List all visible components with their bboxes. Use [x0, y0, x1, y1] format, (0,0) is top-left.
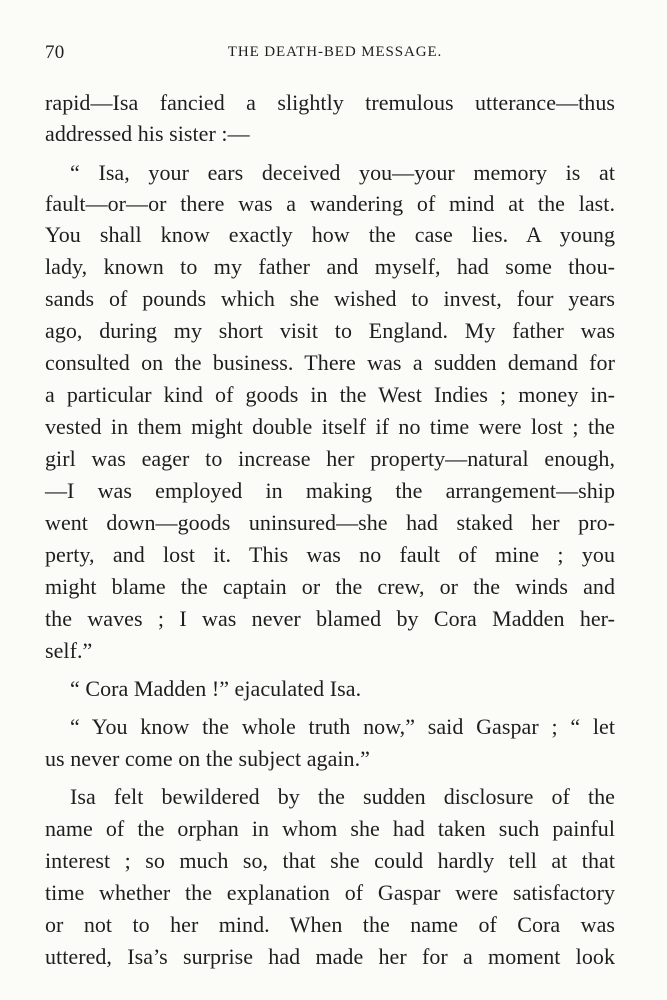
text-line: a particular kind of goods in the West Indies ; money in-	[45, 382, 615, 407]
page-header	[45, 42, 615, 70]
text-line: time whether the explanation of Gaspar were satisfactory	[45, 880, 615, 905]
text-line: girl was eager to increase her property—natural enough,	[45, 446, 615, 471]
text-line: or not to her mind. When the name of Cora was	[45, 912, 615, 937]
text-line: “ You know the whole truth now,” said Gaspar ; “ let	[70, 714, 615, 739]
text-line: ago, during my short visit to England. My father was	[45, 318, 615, 343]
text-line: vested in them might double itself if no time were lost ; the	[45, 414, 615, 439]
text-line: the waves ; I was never blamed by Cora Madden her-	[45, 606, 615, 631]
text-line: sands of pounds which she wished to invest, four years	[45, 286, 615, 311]
text-line: self.”	[45, 638, 93, 663]
text-line: consulted on the business. There was a sudden demand for	[45, 350, 615, 375]
page-number: 70	[45, 42, 65, 63]
text-line: perty, and lost it. This was no fault of mine ; you	[45, 542, 615, 567]
text-line: “ Isa, your ears deceived you—your memory is at	[70, 160, 615, 185]
text-line: fault—or—or there was a wandering of mind at the last.	[45, 191, 615, 216]
running-head: THE DEATH-BED MESSAGE.	[227, 44, 443, 60]
text-line: addressed his sister :—	[45, 121, 250, 146]
text-line: —I was employed in making the arrangement—ship	[45, 478, 615, 503]
text-line: us never come on the subject again.”	[45, 746, 370, 771]
text-line: might blame the captain or the crew, or the winds and	[45, 574, 615, 599]
text-line: rapid—Isa fancied a slightly tremulous utterance—thus	[45, 90, 615, 115]
text-line: lady, known to my father and myself, had some thou-	[45, 254, 615, 279]
text-line: uttered, Isa’s surprise had made her for a moment look	[45, 944, 615, 969]
text-line: went down—goods uninsured—she had staked her pro-	[45, 510, 615, 535]
text-line: name of the orphan in whom she had taken such painful	[45, 816, 615, 841]
text-line: “ Cora Madden !” ejaculated Isa.	[70, 676, 362, 701]
text-line: Isa felt bewildered by the sudden disclosure of the	[70, 784, 615, 809]
text-line: interest ; so much so, that she could hardly tell at that	[45, 848, 615, 873]
text-line: You shall know exactly how the case lies. A young	[45, 222, 615, 247]
